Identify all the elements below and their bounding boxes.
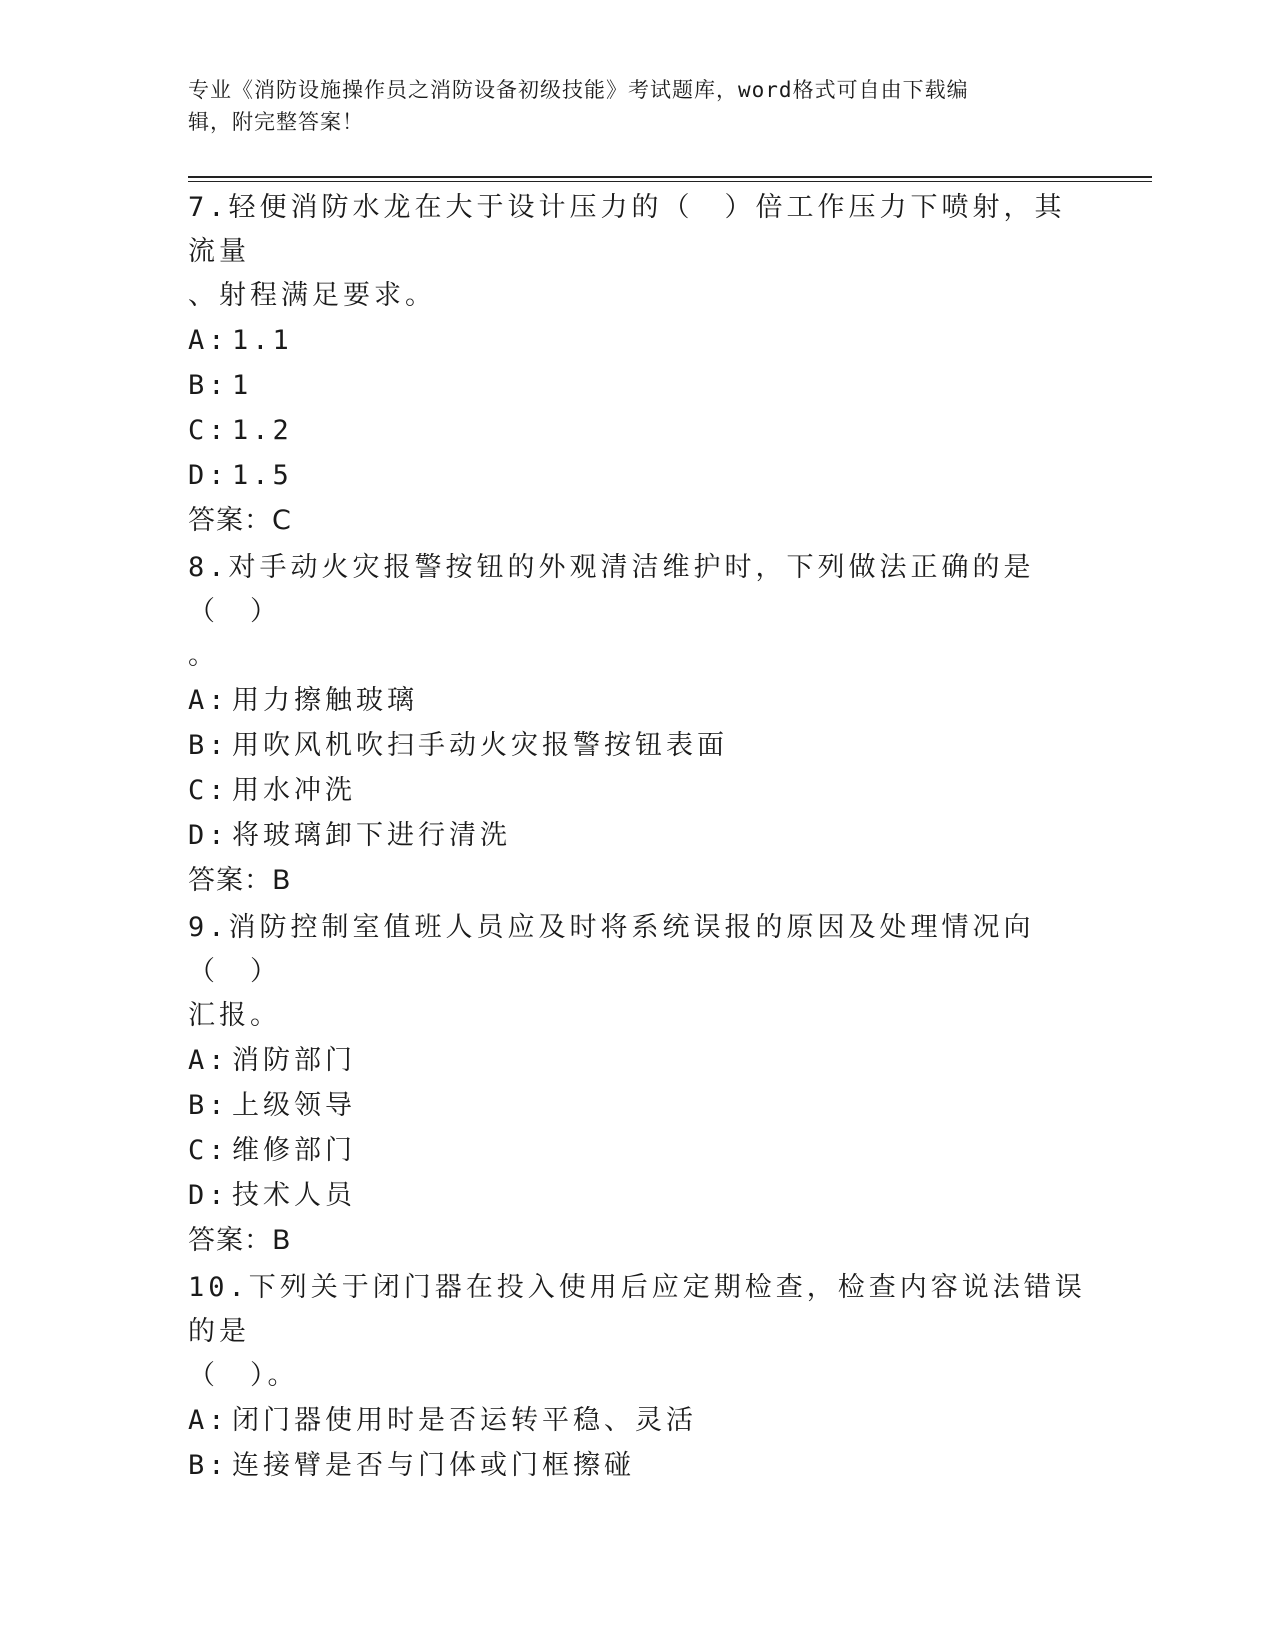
header-line-2: 辑，附完整答案！ (188, 110, 364, 134)
option-b (188, 1083, 1088, 1128)
option-text: 连接臂是否与门体或门框擦碰 (232, 1450, 635, 1481)
option-a (188, 1398, 1088, 1443)
option-text: 1.5 (232, 460, 293, 491)
document-header (188, 74, 1088, 138)
header-divider-thick (188, 176, 1152, 178)
header-divider-thin (188, 181, 1152, 182)
question-stem-line-1: 7.轻便消防水龙在大于设计压力的（ ）倍工作压力下喷射，其流量 (188, 192, 1066, 267)
question-stem-line-2: （ ）。 (188, 1360, 299, 1391)
option-key: D: (188, 820, 229, 851)
answer-line: 答案：B (188, 865, 292, 896)
question-stem-line-2: 。 (188, 640, 219, 671)
option-c (188, 1128, 1088, 1173)
question-7 (188, 186, 1088, 543)
option-d (188, 813, 1088, 858)
option-key: B: (188, 1090, 229, 1121)
option-text: 消防部门 (232, 1045, 356, 1076)
header-line-1: 专业《消防设施操作员之消防设备初级技能》考试题库，word格式可自由下载编 (188, 78, 969, 102)
option-text: 闭门器使用时是否运转平稳、灵活 (232, 1405, 697, 1436)
option-key: D: (188, 1180, 229, 1211)
option-key: A: (188, 1405, 229, 1436)
option-text: 将玻璃卸下进行清洗 (232, 820, 511, 851)
option-c (188, 408, 1088, 453)
option-key: A: (188, 1045, 229, 1076)
option-b (188, 363, 1088, 408)
option-text: 技术人员 (232, 1180, 356, 1211)
option-text: 1.1 (232, 325, 293, 356)
option-key: A: (188, 325, 229, 356)
option-d (188, 1173, 1088, 1218)
option-d (188, 453, 1088, 498)
option-b (188, 723, 1088, 768)
option-b (188, 1443, 1088, 1488)
option-key: C: (188, 415, 229, 446)
option-key: B: (188, 730, 229, 761)
option-key: C: (188, 1135, 229, 1166)
answer-line: 答案：C (188, 505, 292, 536)
question-9 (188, 906, 1088, 1263)
question-stem-line-1: 9.消防控制室值班人员应及时将系统误报的原因及处理情况向（ ） (188, 912, 1035, 987)
option-key: B: (188, 370, 229, 401)
option-key: D: (188, 460, 229, 491)
option-text: 上级领导 (232, 1090, 356, 1121)
question-10 (188, 1266, 1088, 1488)
option-text: 1 (232, 370, 253, 401)
option-key: A: (188, 685, 229, 716)
option-text: 用力擦触玻璃 (232, 685, 418, 716)
question-stem-line-1: 10.下列关于闭门器在投入使用后应定期检查，检查内容说法错误的是 (188, 1272, 1086, 1347)
option-key: B: (188, 1450, 229, 1481)
option-a (188, 678, 1088, 723)
option-c (188, 768, 1088, 813)
option-a (188, 1038, 1088, 1083)
option-text: 维修部门 (232, 1135, 356, 1166)
option-text: 用水冲洗 (232, 775, 356, 806)
option-text: 1.2 (232, 415, 293, 446)
option-a (188, 318, 1088, 363)
question-stem-line-2: 、射程满足要求。 (188, 280, 436, 311)
option-key: C: (188, 775, 229, 806)
question-stem-line-2: 汇报。 (188, 1000, 281, 1031)
question-stem-line-1: 8.对手动火灾报警按钮的外观清洁维护时，下列做法正确的是（ ） (188, 552, 1035, 627)
option-text: 用吹风机吹扫手动火灾报警按钮表面 (232, 730, 728, 761)
question-8 (188, 546, 1088, 903)
answer-line: 答案：B (188, 1225, 292, 1256)
